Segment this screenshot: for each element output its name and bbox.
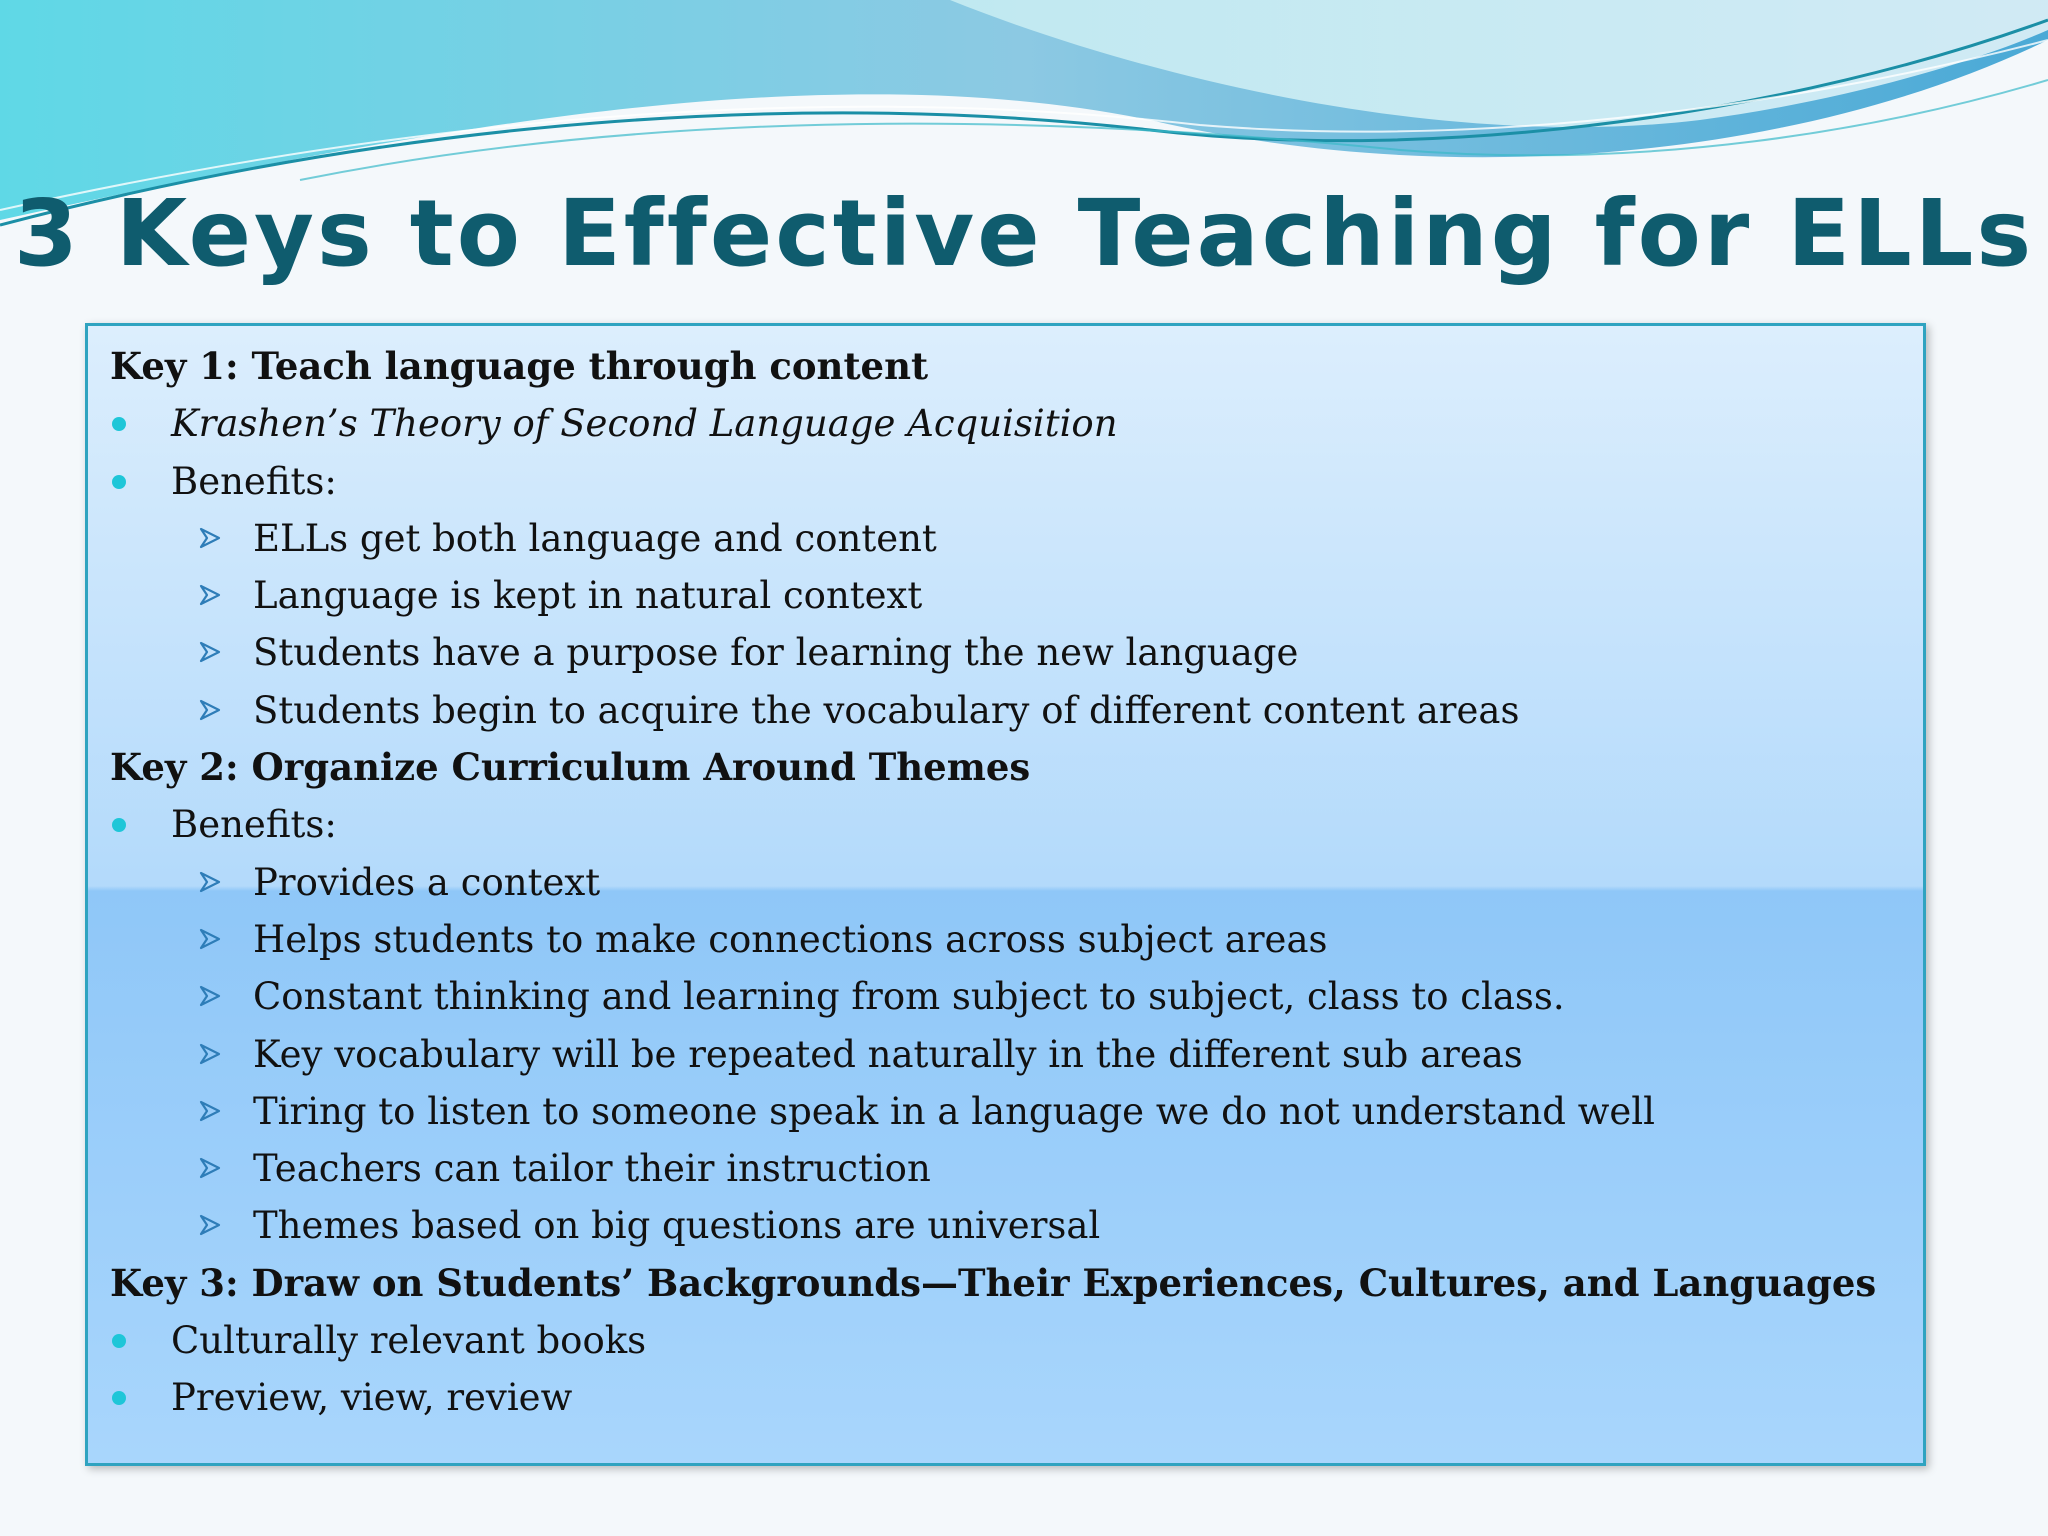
arrowhead-bullet-icon [198, 698, 222, 722]
arrowhead-bullet-icon [198, 870, 222, 894]
line-text: Teachers can tailor their instruction [253, 1147, 931, 1191]
sub-bullet-item [110, 567, 1923, 624]
line-text: Tiring to listen to someone speak in a language we do not understand well [253, 1089, 1655, 1133]
bullet-item [110, 395, 1923, 452]
arrowhead-bullet-icon [198, 526, 222, 550]
sub-bullet-item [110, 1140, 1923, 1197]
content-box [85, 323, 1926, 1466]
bullet-dot-icon [112, 818, 126, 832]
bullet-dot-icon [112, 475, 126, 489]
bullet-item [110, 1369, 1923, 1426]
line-text: Key 3: Draw on Students’ Backgrounds—Their Experiences, Cultures, and Languages [110, 1260, 1877, 1305]
bullet-item [110, 453, 1923, 510]
line-text: ELLs get both language and content [253, 516, 937, 560]
line-text: Key 2: Organize Curriculum Around Themes [110, 745, 1031, 790]
sub-bullet-item [110, 1197, 1923, 1254]
line-text: Krashen’s Theory of Second Language Acquisition [171, 402, 1118, 446]
bullet-dot-icon [112, 1391, 126, 1405]
bullet-dot-icon [112, 1334, 126, 1348]
line-text: Themes based on big questions are universal [253, 1204, 1101, 1248]
line-text: Provides a context [253, 860, 601, 904]
line-text: Key vocabulary will be repeated naturally in the different sub areas [253, 1032, 1523, 1076]
line-text: Benefits: [171, 459, 337, 503]
sub-bullet-item [110, 510, 1923, 567]
sub-bullet-item [110, 854, 1923, 911]
key-heading [110, 338, 1923, 395]
line-text: Preview, view, review [171, 1376, 573, 1420]
line-text: Students begin to acquire the vocabulary of different content areas [253, 688, 1520, 732]
slide-title: 3 Keys to Effective Teaching for ELLs [13, 180, 2035, 287]
line-text: Key 1: Teach language through content [110, 344, 929, 388]
key-heading [110, 1255, 1923, 1312]
arrowhead-bullet-icon [198, 984, 222, 1008]
key-heading [110, 739, 1923, 796]
line-text: Culturally relevant books [171, 1319, 647, 1363]
sub-bullet-item [110, 968, 1923, 1025]
bullet-dot-icon [112, 417, 126, 431]
line-text: Language is kept in natural context [253, 574, 923, 618]
arrowhead-bullet-icon [198, 1099, 222, 1123]
line-text: Benefits: [171, 803, 337, 847]
arrowhead-bullet-icon [198, 640, 222, 664]
sub-bullet-item [110, 682, 1923, 739]
arrowhead-bullet-icon [198, 1213, 222, 1237]
sub-bullet-item [110, 1026, 1923, 1083]
sub-bullet-item [110, 911, 1923, 968]
arrowhead-bullet-icon [198, 583, 222, 607]
line-text: Helps students to make connections across subject areas [253, 917, 1328, 961]
arrowhead-bullet-icon [198, 1042, 222, 1066]
line-text: Students have a purpose for learning the new language [253, 631, 1299, 675]
bullet-item [110, 1312, 1923, 1369]
line-text: Constant thinking and learning from subject to subject, class to class. [253, 975, 1565, 1019]
arrowhead-bullet-icon [198, 1156, 222, 1180]
sub-bullet-item [110, 624, 1923, 681]
arrowhead-bullet-icon [198, 927, 222, 951]
bullet-item [110, 796, 1923, 853]
sub-bullet-item [110, 1083, 1923, 1140]
